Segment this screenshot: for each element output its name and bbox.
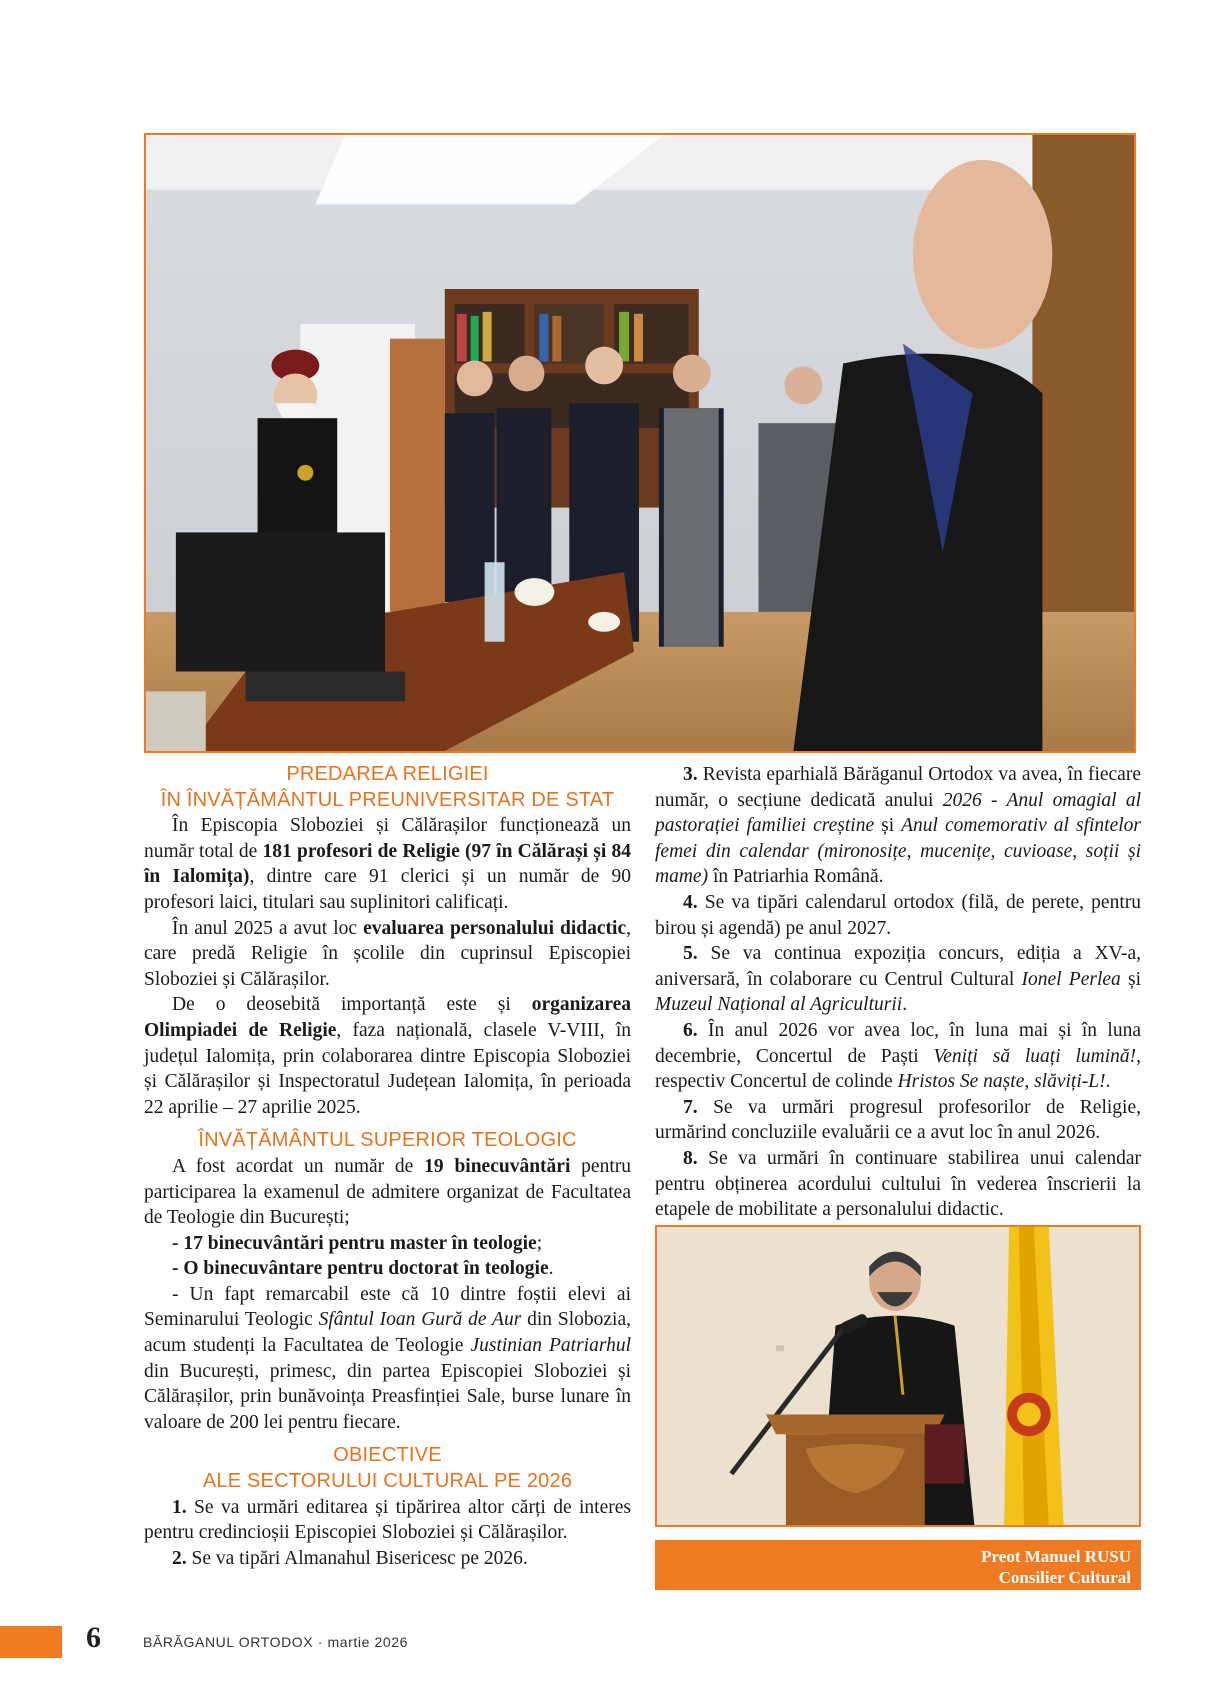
issue-date: martie 2026 <box>327 1634 408 1650</box>
objective-3: 3. Revista eparhială Bărăganul Ortodox va avea, în fiecare număr, o secțiune dedicată anului 2026 - Anul omagial al pastorației familiei creștine și Anul comemorativ al sfintelor femei din calendar (mironosițe, mucenițe, cuvioase, soții și mame) în Patriarhia Română. <box>655 764 1142 888</box>
paragraph-burse: - Un fapt remarcabil este că 10 dintre foștii elevi ai Seminarului Teologic Sfântul Ioan Gură de Aur din Slobozia, acum studenți la Facultatea de Teologie Justinian Patriarhul din București, primesc, din partea Episcopiei Sloboziei și Călărașilor, prin bunăvoința Preasfinției Sale, burse lunare în valoare de 200 lei pentru fiecare. <box>144 1283 631 1433</box>
objective-6: 6. În anul 2026 vor avea loc, în luna mai și în luna decembrie, Concertul de Paști Veniți să luați lumină!, respectiv Concertul de colinde Hristos Se naște, slăviți-L!. <box>655 1019 1141 1093</box>
section-heading-predarea: PREDAREA RELIGIEI ÎN ÎNVĂȚĂMÂNTUL PREUNIVERSITAR DE STAT <box>160 763 615 811</box>
photo-caption <box>655 1540 1141 1590</box>
section-heading-superior: ÎNVĂȚĂMÂNTUL SUPERIOR TEOLOGIC <box>198 1129 577 1152</box>
paragraph-binecuvantari: A fost acordat un număr de 19 binecuvântări pentru participarea la examenul de admitere organizat de Facultatea de Teologie din București; <box>144 1155 631 1229</box>
right-column <box>655 762 1141 1223</box>
objective-7: 7. Se va urmări progresul profesorilor de Religie, urmărind concluziile evaluării ce a avut loc în anul 2026. <box>655 1096 1141 1144</box>
speaker-photo-illustration <box>657 1227 1139 1525</box>
paragraph-olimpiada: De o deosebită importanță este și organizarea Olimpiadei de Religie, faza națională, clasele V-VIII, în județul Ialomița, prin colaborarea dintre Episcopia Sloboziei și Călărașilor și Inspectoratul Județean Ialomița, în perioada 22 aprilie – 27 aprilie 2025. <box>144 994 631 1118</box>
top-photo <box>144 133 1136 753</box>
objective-1: 1. Se va urmări editarea și tipărirea altor cărți de interes pentru credincioșii Episcopiei Sloboziei și Călărașilor. <box>144 1496 631 1544</box>
paragraph-evaluare: În anul 2025 a avut loc evaluarea personalului didactic, care predă Religie în școlile din cuprinsul Episcopiei Sloboziei și Călărașilor. <box>144 917 631 990</box>
objective-4: 4. Se va tipări calendarul ortodox (filă, de perete, pentru birou și agendă) pe anul 2027. <box>655 891 1141 939</box>
page-number: 6 <box>86 1621 101 1654</box>
list-item-master: - 17 binecuvântări pentru master în teologie; <box>172 1232 543 1254</box>
objective-2: 2. Se va tipări Almanahul Bisericesc pe 2026. <box>172 1547 528 1569</box>
section-heading-obiective: OBIECTIVE ALE SECTORULUI CULTURAL PE 2026 <box>202 1444 573 1493</box>
caption-role: Consilier Cultural <box>998 1568 1131 1587</box>
footer-accent-bar <box>0 1626 62 1658</box>
caption-name: Preot Manuel RUSU <box>981 1547 1131 1566</box>
publication-name: BĂRĂGANUL ORTODOX <box>143 1634 314 1650</box>
ceremony-photo-illustration <box>146 135 1134 751</box>
speaker-photo <box>655 1225 1141 1527</box>
paragraph-profesori: În Episcopia Sloboziei și Călărașilor funcționează un număr total de 181 profesori de Religie (97 în Călărași și 84 în Ialomița), dintre care 91 clerici și un număr de 90 profesori laici, titulari sau suplinitori calificați. <box>144 815 632 913</box>
footer-publication-line: BĂRĂGANUL ORTODOX · martie 2026 <box>143 1634 408 1650</box>
left-column <box>144 762 631 1571</box>
objective-8: 8. Se va urmări în continuare stabilirea unui calendar pentru obținerea acordului cultului în vederea înscrierii la etapele de mobilitate a personalului didactic. <box>655 1147 1141 1221</box>
list-item-doctorat: - O binecuvântare pentru doctorat în teologie. <box>172 1258 554 1280</box>
objective-5: 5. Se va continua expoziția concurs, ediția a XV-a, aniversară, în colaborare cu Centrul Cultural Ionel Perlea și Muzeul Național al Agriculturii. <box>655 943 1141 1016</box>
